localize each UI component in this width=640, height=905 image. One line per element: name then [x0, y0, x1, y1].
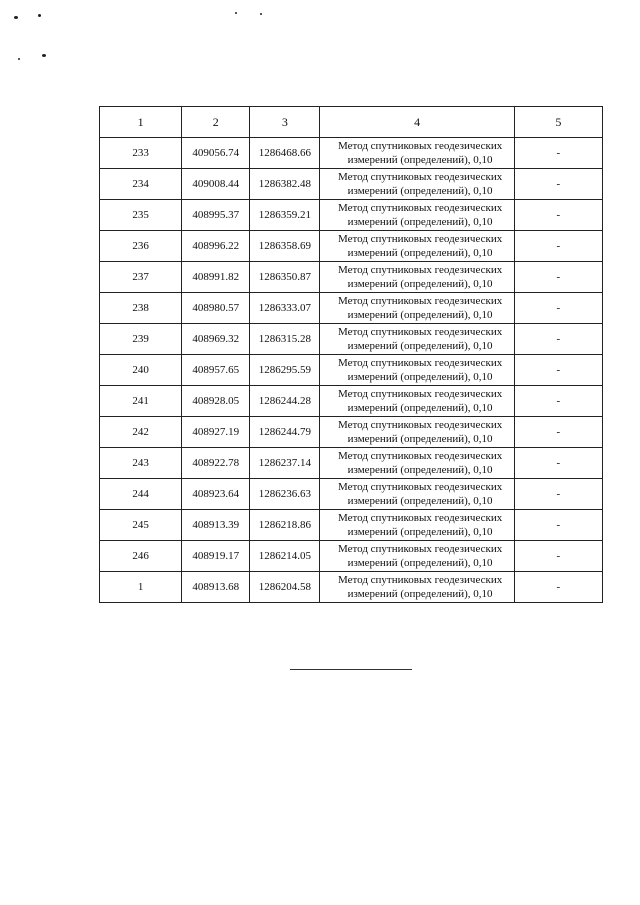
table-row	[100, 231, 603, 262]
note-cell: -	[514, 355, 602, 386]
scan-speck	[260, 13, 262, 15]
point-number-cell: 244	[100, 479, 182, 510]
method-line-2: измерений (определений), 0,10	[347, 185, 493, 197]
y-coordinate-cell: 1286333.07	[250, 293, 320, 324]
method-cell	[320, 169, 514, 200]
x-coordinate-cell: 408913.39	[182, 510, 250, 541]
method-cell	[320, 293, 514, 324]
point-number-cell: 237	[100, 262, 182, 293]
method-line-1: Метод спутниковых геодезических	[337, 574, 503, 586]
x-coordinate-cell: 408969.32	[182, 324, 250, 355]
x-coordinate-cell: 409008.44	[182, 169, 250, 200]
note-cell: -	[514, 324, 602, 355]
note-cell: -	[514, 386, 602, 417]
y-coordinate-cell: 1286382.48	[250, 169, 320, 200]
x-coordinate-cell: 408927.19	[182, 417, 250, 448]
method-cell	[320, 510, 514, 541]
x-coordinate-cell: 408980.57	[182, 293, 250, 324]
header-col-3: 3	[250, 107, 320, 138]
y-coordinate-cell: 1286350.87	[250, 262, 320, 293]
table-row	[100, 324, 603, 355]
point-number-cell: 241	[100, 386, 182, 417]
method-cell	[320, 448, 514, 479]
table-row	[100, 262, 603, 293]
method-line-2: измерений (определений), 0,10	[347, 154, 493, 166]
method-line-1: Метод спутниковых геодезических	[337, 450, 503, 462]
method-line-2: измерений (определений), 0,10	[347, 433, 493, 445]
y-coordinate-cell: 1286295.59	[250, 355, 320, 386]
table-row	[100, 510, 603, 541]
table-row	[100, 169, 603, 200]
method-line-2: измерений (определений), 0,10	[347, 588, 493, 600]
y-coordinate-cell: 1286244.28	[250, 386, 320, 417]
table-header-row	[100, 107, 603, 138]
x-coordinate-cell: 408995.37	[182, 200, 250, 231]
method-line-1: Метод спутниковых геодезических	[337, 171, 503, 183]
note-cell: -	[514, 262, 602, 293]
point-number-cell: 233	[100, 138, 182, 169]
point-number-cell: 238	[100, 293, 182, 324]
method-line-2: измерений (определений), 0,10	[347, 216, 493, 228]
table-row	[100, 386, 603, 417]
method-cell	[320, 200, 514, 231]
x-coordinate-cell: 409056.74	[182, 138, 250, 169]
y-coordinate-cell: 1286237.14	[250, 448, 320, 479]
y-coordinate-cell: 1286214.05	[250, 541, 320, 572]
note-cell: -	[514, 448, 602, 479]
method-line-2: измерений (определений), 0,10	[347, 464, 493, 476]
end-divider-line	[290, 669, 412, 670]
scan-speck	[42, 54, 46, 57]
method-line-1: Метод спутниковых геодезических	[337, 357, 503, 369]
x-coordinate-cell: 408922.78	[182, 448, 250, 479]
point-number-cell: 243	[100, 448, 182, 479]
method-line-2: измерений (определений), 0,10	[347, 526, 493, 538]
y-coordinate-cell: 1286315.28	[250, 324, 320, 355]
method-cell	[320, 262, 514, 293]
method-line-2: измерений (определений), 0,10	[347, 309, 493, 321]
x-coordinate-cell: 408919.17	[182, 541, 250, 572]
header-col-5: 5	[514, 107, 602, 138]
table-row	[100, 200, 603, 231]
x-coordinate-cell: 408991.82	[182, 262, 250, 293]
y-coordinate-cell: 1286244.79	[250, 417, 320, 448]
header-col-2: 2	[182, 107, 250, 138]
x-coordinate-cell: 408928.05	[182, 386, 250, 417]
point-number-cell: 235	[100, 200, 182, 231]
note-cell: -	[514, 479, 602, 510]
note-cell: -	[514, 417, 602, 448]
method-cell	[320, 479, 514, 510]
x-coordinate-cell: 408996.22	[182, 231, 250, 262]
scan-speck	[14, 16, 18, 19]
method-line-1: Метод спутниковых геодезических	[337, 388, 503, 400]
note-cell: -	[514, 231, 602, 262]
y-coordinate-cell: 1286468.66	[250, 138, 320, 169]
x-coordinate-cell: 408913.68	[182, 572, 250, 603]
table-row	[100, 541, 603, 572]
note-cell: -	[514, 169, 602, 200]
point-number-cell: 239	[100, 324, 182, 355]
method-line-2: измерений (определений), 0,10	[347, 278, 493, 290]
table-row	[100, 138, 603, 169]
method-line-1: Метод спутниковых геодезических	[337, 140, 503, 152]
table-row	[100, 479, 603, 510]
point-number-cell: 242	[100, 417, 182, 448]
point-number-cell: 1	[100, 572, 182, 603]
note-cell: -	[514, 293, 602, 324]
method-line-1: Метод спутниковых геодезических	[337, 233, 503, 245]
method-line-2: измерений (определений), 0,10	[347, 371, 493, 383]
table-row	[100, 448, 603, 479]
scan-speck	[18, 58, 20, 60]
note-cell: -	[514, 572, 602, 603]
note-cell: -	[514, 200, 602, 231]
method-cell	[320, 231, 514, 262]
y-coordinate-cell: 1286358.69	[250, 231, 320, 262]
table-row	[100, 293, 603, 324]
y-coordinate-cell: 1286236.63	[250, 479, 320, 510]
x-coordinate-cell: 408957.65	[182, 355, 250, 386]
method-line-1: Метод спутниковых геодезических	[337, 419, 503, 431]
method-line-1: Метод спутниковых геодезических	[337, 481, 503, 493]
table-row	[100, 572, 603, 603]
scan-speck	[235, 12, 237, 14]
method-cell	[320, 572, 514, 603]
y-coordinate-cell: 1286204.58	[250, 572, 320, 603]
method-line-1: Метод спутниковых геодезических	[337, 543, 503, 555]
method-cell	[320, 324, 514, 355]
method-line-2: измерений (определений), 0,10	[347, 557, 493, 569]
method-line-2: измерений (определений), 0,10	[347, 495, 493, 507]
point-number-cell: 234	[100, 169, 182, 200]
method-cell	[320, 541, 514, 572]
header-col-1: 1	[100, 107, 182, 138]
method-line-2: измерений (определений), 0,10	[347, 340, 493, 352]
point-number-cell: 246	[100, 541, 182, 572]
method-line-1: Метод спутниковых геодезических	[337, 512, 503, 524]
method-line-2: измерений (определений), 0,10	[347, 402, 493, 414]
method-line-1: Метод спутниковых геодезических	[337, 264, 503, 276]
note-cell: -	[514, 510, 602, 541]
point-number-cell: 240	[100, 355, 182, 386]
method-cell	[320, 138, 514, 169]
point-number-cell: 236	[100, 231, 182, 262]
y-coordinate-cell: 1286218.86	[250, 510, 320, 541]
method-cell	[320, 417, 514, 448]
note-cell: -	[514, 541, 602, 572]
y-coordinate-cell: 1286359.21	[250, 200, 320, 231]
header-col-4: 4	[320, 107, 514, 138]
scan-speck	[38, 14, 41, 17]
table-row	[100, 417, 603, 448]
method-line-1: Метод спутниковых геодезических	[337, 326, 503, 338]
method-cell	[320, 386, 514, 417]
method-line-1: Метод спутниковых геодезических	[337, 202, 503, 214]
method-line-2: измерений (определений), 0,10	[347, 247, 493, 259]
coordinates-table	[99, 106, 603, 603]
note-cell: -	[514, 138, 602, 169]
point-number-cell: 245	[100, 510, 182, 541]
method-line-1: Метод спутниковых геодезических	[337, 295, 503, 307]
x-coordinate-cell: 408923.64	[182, 479, 250, 510]
method-cell	[320, 355, 514, 386]
table-row	[100, 355, 603, 386]
